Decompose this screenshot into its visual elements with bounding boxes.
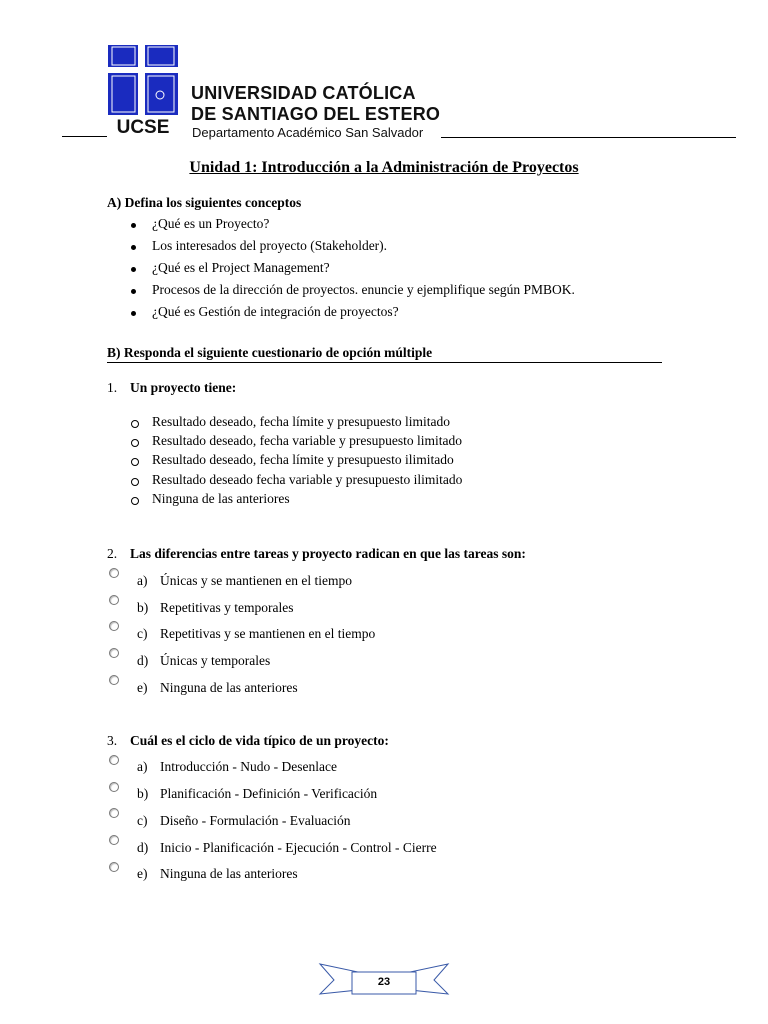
radio-button[interactable]	[109, 568, 119, 578]
bullet-icon	[131, 311, 136, 316]
radio-button[interactable]	[109, 808, 119, 818]
q1-option: Resultado deseado fecha variable y presupuesto ilimitado	[152, 472, 463, 487]
university-name-line1: UNIVERSIDAD CATÓLICA	[191, 83, 416, 103]
department-name: Departamento Académico San Salvador	[192, 125, 424, 140]
university-name-line2: DE SANTIAGO DEL ESTERO	[191, 104, 441, 124]
header-rule-left	[62, 136, 107, 137]
question-3-number: 3.	[107, 733, 118, 748]
q2-option: Únicas y temporales	[160, 653, 271, 668]
concept-item: Los interesados del proyecto (Stakeholder).	[152, 238, 388, 253]
ucse-logo	[108, 45, 178, 135]
q2-option: Ninguna de las anteriores	[160, 680, 298, 695]
section-b-heading: B) Responda el siguiente cuestionario de opción múltiple	[107, 345, 433, 360]
q3-option-letter: e)	[137, 866, 148, 881]
page-number: 23	[377, 976, 391, 988]
bullet-icon	[131, 267, 136, 272]
radio-button[interactable]	[109, 675, 119, 685]
q2-option-letter: e)	[137, 680, 148, 695]
q2-option: Repetitivas y temporales	[160, 600, 294, 615]
concept-item: ¿Qué es el Project Management?	[152, 260, 330, 275]
q3-option-letter: c)	[137, 813, 148, 828]
bullet-icon	[131, 223, 136, 228]
q3-option-letter: a)	[137, 759, 148, 774]
q3-option-letter: d)	[137, 840, 149, 855]
q1-option: Resultado deseado, fecha límite y presupuesto limitado	[152, 414, 451, 429]
question-1-text: Un proyecto tiene:	[130, 380, 237, 395]
question-2-number: 2.	[107, 546, 118, 561]
section-b-rule	[107, 362, 662, 363]
option-circle-icon	[131, 439, 139, 447]
radio-button[interactable]	[109, 648, 119, 658]
radio-button[interactable]	[109, 782, 119, 792]
concept-item: ¿Qué es Gestión de integración de proyectos?	[152, 304, 399, 319]
question-2-text: Las diferencias entre tareas y proyecto radican en que las tareas son:	[130, 546, 526, 561]
question-3-text: Cuál es el ciclo de vida típico de un proyecto:	[130, 733, 389, 748]
q2-option-letter: d)	[137, 653, 149, 668]
unit-title: Unidad 1: Introducción a la Administración de Proyectos	[189, 159, 579, 176]
header-rule-right	[441, 137, 736, 138]
q2-option-letter: b)	[137, 600, 149, 615]
bullet-icon	[131, 245, 136, 250]
q2-option-letter: a)	[137, 573, 148, 588]
option-circle-icon	[131, 420, 139, 428]
q3-option: Ninguna de las anteriores	[160, 866, 298, 881]
radio-button[interactable]	[109, 595, 119, 605]
q2-option-letter: c)	[137, 626, 148, 641]
q2-option: Únicas y se mantienen en el tiempo	[160, 573, 352, 588]
radio-button[interactable]	[109, 862, 119, 872]
q1-option: Resultado deseado, fecha límite y presupuesto ilimitado	[152, 452, 454, 467]
q3-option: Diseño - Formulación - Evaluación	[160, 813, 351, 828]
concept-item: Procesos de la dirección de proyectos. enuncie y ejemplifique según PMBOK.	[152, 282, 575, 297]
option-circle-icon	[131, 478, 139, 486]
bullet-icon	[131, 289, 136, 294]
question-1-number: 1.	[107, 380, 118, 395]
q1-option: Resultado deseado, fecha variable y presupuesto limitado	[152, 433, 463, 448]
q1-option: Ninguna de las anteriores	[152, 491, 290, 506]
q3-option: Inicio - Planificación - Ejecución - Control - Cierre	[160, 840, 437, 855]
radio-button[interactable]	[109, 621, 119, 631]
section-a-heading: A) Defina los siguientes conceptos	[107, 195, 302, 210]
q2-option: Repetitivas y se mantienen en el tiempo	[160, 626, 376, 641]
q3-option-letter: b)	[137, 786, 149, 801]
option-circle-icon	[131, 497, 139, 505]
q3-option: Planificación - Definición - Verificación	[160, 786, 378, 801]
logo-text: UCSE	[116, 117, 170, 135]
option-circle-icon	[131, 458, 139, 466]
radio-button[interactable]	[109, 755, 119, 765]
q3-option: Introducción - Nudo - Desenlace	[160, 759, 337, 774]
concept-item: ¿Qué es un Proyecto?	[152, 216, 270, 231]
radio-button[interactable]	[109, 835, 119, 845]
